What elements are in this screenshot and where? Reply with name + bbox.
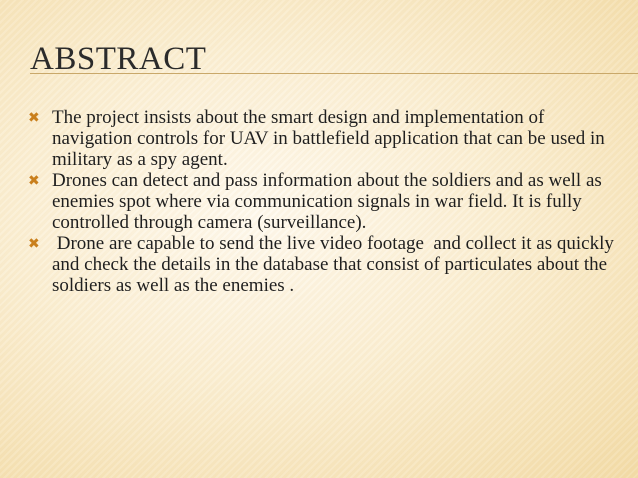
bullet-text: The project insists about the smart design and implementation of navigation controls for UAV in battlefield application that can be used in military as a spy agent. — [52, 107, 605, 170]
bullet-item — [28, 233, 618, 296]
bullet-text: Drone are capable to send the live video footage and collect it as quickly and check the details in the database that consist of particulates about the soldiers as well as the enemies . — [52, 233, 619, 296]
cross-bullet-icon: ✖ — [28, 236, 40, 252]
bullet-list — [28, 107, 618, 296]
title-area — [30, 40, 638, 80]
slide-title: ABSTRACT — [30, 41, 207, 77]
title-underline — [30, 73, 638, 74]
bullet-text: Drones can detect and pass information about the soldiers and as well as enemies spot where via communication signals in war field. It is fully controlled through camera (surveillance). — [52, 170, 602, 233]
cross-bullet-icon: ✖ — [28, 110, 40, 126]
bullet-item — [28, 107, 618, 170]
bullet-item — [28, 170, 618, 233]
cross-bullet-icon: ✖ — [28, 173, 40, 189]
